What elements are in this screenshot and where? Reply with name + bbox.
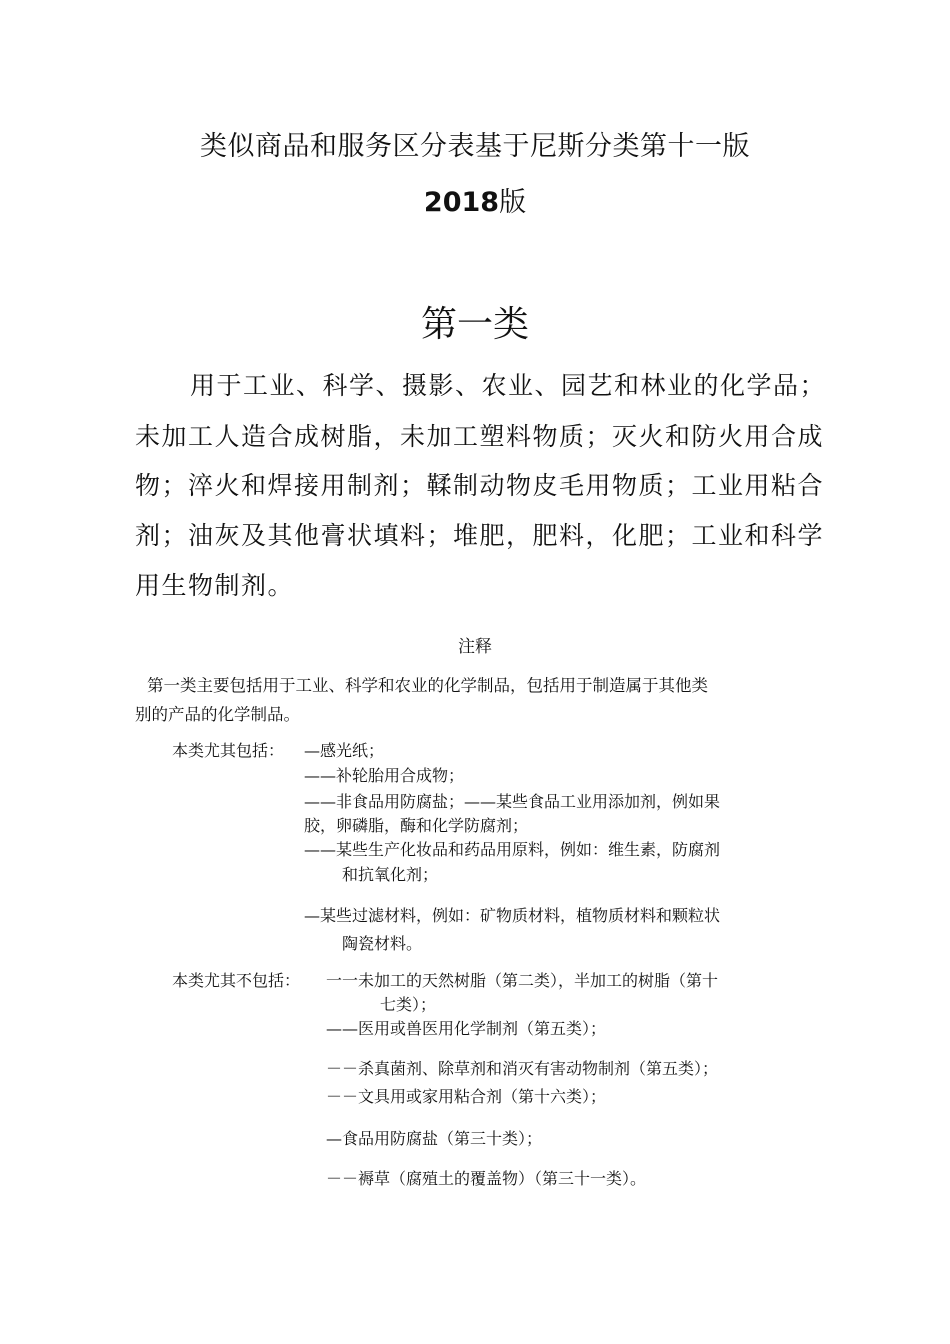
excludes-item: －－文具用或家用粘合剂（第十六类）； <box>326 1087 607 1106</box>
class-heading-line: 剂；油灰及其他膏状填料；堆肥，肥料，化肥；工业和科学 <box>135 521 825 550</box>
class-heading-line: 用于工业、科学、摄影、农业、园艺和林业的化学品； <box>190 371 827 400</box>
class-heading-line: 物；淬火和焊接用制剂；鞣制动物皮毛用物质；工业用粘合 <box>135 471 825 500</box>
includes-item: —某些过滤材料，例如：矿物质材料，植物质材料和颗粒状 <box>304 906 721 925</box>
excludes-item: －－褥草（腐殖土的覆盖物）（第三十一类）。 <box>326 1169 647 1188</box>
edition-line <box>0 180 950 219</box>
class-heading-line: 用生物制剂。 <box>135 571 295 600</box>
excludes-item: —食品用防腐盐（第三十类）； <box>326 1129 543 1148</box>
includes-item: ——某些生产化妆品和药品用原料，例如：维生素，防腐剂 <box>304 840 721 859</box>
note-title: 注释 <box>458 637 492 657</box>
note-line: 第一类主要包括用于工业、科学和农业的化学制品，包括用于制造属于其他类 <box>147 676 708 695</box>
includes-item: 陶瓷材料。 <box>342 934 423 953</box>
excludes-item: 一一未加工的天然树脂（第二类），半加工的树脂（第十 <box>326 971 719 990</box>
excludes-item: ——医用或兽医用化学制剂（第五类）； <box>326 1019 607 1038</box>
excludes-item: －－杀真菌剂、除草剂和消灭有害动物制剂（第五类）； <box>326 1059 719 1078</box>
includes-item: 胶，卵磷脂，酶和化学防腐剂； <box>304 816 529 835</box>
excludes-label: 本类尤其不包括： <box>172 971 301 990</box>
excludes-item: 七类）； <box>380 995 437 1014</box>
note-line: 别的产品的化学制品。 <box>135 705 300 724</box>
includes-item: 和抗氧化剂； <box>342 865 439 884</box>
class-heading-line: 未加工人造合成树脂，未加工塑料物质；灭火和防火用合成 <box>135 422 825 451</box>
edition-suffix: 版 <box>499 187 527 218</box>
class-heading: 第一类 <box>420 304 529 345</box>
edition-number: 2018 <box>423 187 500 218</box>
document-title: 类似商品和服务区分表基于尼斯分类第十一版 <box>200 131 750 162</box>
includes-label: 本类尤其包括： <box>172 741 285 760</box>
includes-item: ——补轮胎用合成物； <box>304 766 465 785</box>
includes-item: —感光纸； <box>304 741 385 760</box>
includes-item: ——非食品用防腐盐；——某些食品工业用添加剂，例如果 <box>304 792 721 811</box>
